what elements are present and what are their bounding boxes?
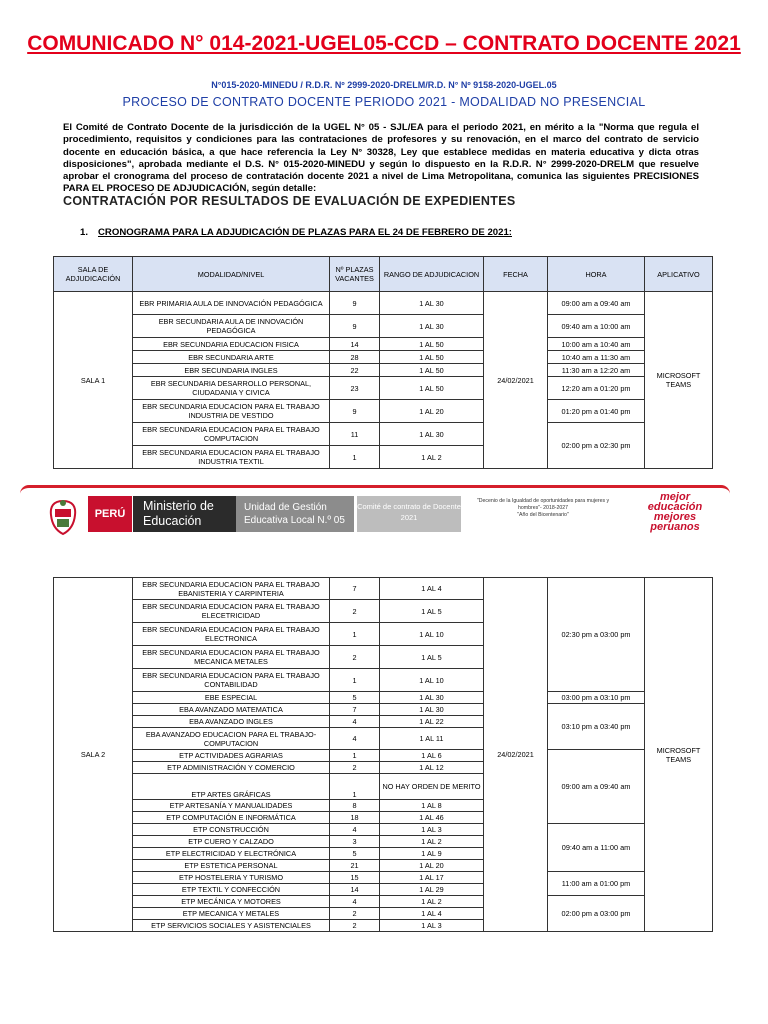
- table-row: [54, 824, 713, 836]
- rango-cell: 1 AL 4: [380, 908, 484, 920]
- modalidad-cell: EBR SECUNDARIA EDUCACION PARA EL TRABAJO INDUSTRIA TEXTIL: [133, 446, 330, 469]
- comite-label: Comité de contrato de Docente 2021: [357, 496, 461, 532]
- plazas-cell: 1: [330, 774, 380, 800]
- modalidad-cell: ETP ARTESANÍA Y MANUALIDADES: [133, 800, 330, 812]
- modalidad-cell: EBA AVANZADO EDUCACION PARA EL TRABAJO-COMPUTACION: [133, 728, 330, 750]
- header-fecha: FECHA: [484, 257, 548, 292]
- peru-coat-of-arms-icon: [45, 497, 81, 537]
- hora-cell: 10:00 am a 10:40 am: [548, 338, 645, 351]
- rango-cell: 1 AL 3: [380, 920, 484, 932]
- header-hora: HORA: [548, 257, 645, 292]
- plazas-cell: 15: [330, 872, 380, 884]
- modalidad-cell: ETP CONSTRUCCIÓN: [133, 824, 330, 836]
- table-row: [54, 338, 713, 351]
- rango-cell: 1 AL 50: [380, 351, 484, 364]
- plazas-cell: 8: [330, 800, 380, 812]
- rango-cell: 1 AL 30: [380, 315, 484, 338]
- modalidad-cell: ETP ACTIVIDADES AGRARIAS: [133, 750, 330, 762]
- hora-cell: 09:00 am a 09:40 am: [548, 292, 645, 315]
- plazas-cell: 5: [330, 848, 380, 860]
- plazas-cell: 2: [330, 920, 380, 932]
- modalidad-cell: EBR SECUNDARIA AULA DE INNOVACIÓN PEDAGÓGICA: [133, 315, 330, 338]
- rango-cell: 1 AL 10: [380, 623, 484, 646]
- hora-cell: 09:40 am a 10:00 am: [548, 315, 645, 338]
- modalidad-cell: EBR PRIMARIA AULA DE INNOVACIÓN PEDAGÓGICA: [133, 292, 330, 315]
- table-header-row: [54, 257, 713, 292]
- hora-cell: 02:00 pm a 02:30 pm: [548, 423, 645, 469]
- plazas-cell: 4: [330, 716, 380, 728]
- modalidad-cell: ETP ARTES GRÁFICAS: [133, 774, 330, 800]
- plazas-cell: 5: [330, 692, 380, 704]
- plazas-cell: 4: [330, 896, 380, 908]
- rango-cell: 1 AL 5: [380, 600, 484, 623]
- list-item-cronograma: [80, 227, 512, 238]
- rango-cell: 1 AL 9: [380, 848, 484, 860]
- plazas-cell: 9: [330, 400, 380, 423]
- modalidad-cell: EBR SECUNDARIA EDUCACION PARA EL TRABAJO COMPUTACION: [133, 423, 330, 446]
- peru-label: PERÚ: [88, 496, 132, 532]
- header-sala: SALA DE ADJUDICACIÓN: [54, 257, 133, 292]
- sala-cell: SALA 2: [54, 578, 133, 932]
- modalidad-cell: EBR SECUNDARIA ARTE: [133, 351, 330, 364]
- rango-cell: 1 AL 50: [380, 377, 484, 400]
- plazas-cell: 23: [330, 377, 380, 400]
- modalidad-cell: ETP HOSTELERIA Y TURISMO: [133, 872, 330, 884]
- plazas-cell: 14: [330, 338, 380, 351]
- plazas-cell: 1: [330, 669, 380, 692]
- modalidad-cell: EBR SECUNDARIA EDUCACION PARA EL TRABAJO EBANISTERIA Y CARPINTERIA: [133, 578, 330, 600]
- rango-cell: 1 AL 20: [380, 860, 484, 872]
- plazas-cell: 1: [330, 623, 380, 646]
- plazas-cell: 11: [330, 423, 380, 446]
- schedule-table-sala-2: [53, 577, 713, 932]
- anio-line: "Año del Bicentenario": [517, 512, 569, 518]
- rango-cell: 1 AL 11: [380, 728, 484, 750]
- table-row: [54, 315, 713, 338]
- table-row: [54, 423, 713, 446]
- ministerio-label: Ministerio de Educación: [133, 496, 236, 532]
- plazas-cell: 7: [330, 578, 380, 600]
- modalidad-cell: EBR SECUNDARIA DESARROLLO PERSONAL, CIUDADANIA Y CIVICA: [133, 377, 330, 400]
- aplicativo-cell: MICROSOFT TEAMS: [645, 578, 713, 932]
- rango-cell: 1 AL 6: [380, 750, 484, 762]
- schedule-table-sala-1: [53, 256, 713, 469]
- modalidad-cell: ETP ADMINISTRACIÓN Y COMERCIO: [133, 762, 330, 774]
- rango-cell: 1 AL 30: [380, 704, 484, 716]
- table-row: [54, 351, 713, 364]
- rango-cell: 1 AL 30: [380, 292, 484, 315]
- modalidad-cell: EBR SECUNDARIA EDUCACION PARA EL TRABAJO MECANICA METALES: [133, 646, 330, 669]
- modalidad-cell: EBR SECUNDARIA EDUCACION PARA EL TRABAJO ELECETRICIDAD: [133, 600, 330, 623]
- plazas-cell: 22: [330, 364, 380, 377]
- header-plazas: Nº PLAZAS VACANTES: [330, 257, 380, 292]
- modalidad-cell: EBA AVANZADO INGLES: [133, 716, 330, 728]
- modalidad-cell: ETP ELECTRICIDAD Y ELECTRÓNICA: [133, 848, 330, 860]
- decenio-text: [468, 498, 618, 519]
- modalidad-cell: ETP MECÁNICA Y MOTORES: [133, 896, 330, 908]
- header-aplicativo: APLICATIVO: [645, 257, 713, 292]
- plazas-cell: 1: [330, 750, 380, 762]
- modalidad-cell: ETP SERVICIOS SOCIALES Y ASISTENCIALES: [133, 920, 330, 932]
- modalidad-cell: EBA AVANZADO MATEMATICA: [133, 704, 330, 716]
- plazas-cell: 1: [330, 446, 380, 469]
- document-references: N°015-2020-MINEDU / R.D.R. Nº 2999-2020-DRELM/R.D. N° Nº 9158-2020-UGEL.05: [211, 80, 557, 90]
- rango-cell: 1 AL 17: [380, 872, 484, 884]
- rango-cell: 1 AL 3: [380, 824, 484, 836]
- table-row: [54, 872, 713, 884]
- rango-cell: 1 AL 50: [380, 364, 484, 377]
- rango-cell: 1 AL 30: [380, 423, 484, 446]
- plazas-cell: 7: [330, 704, 380, 716]
- plazas-cell: 9: [330, 315, 380, 338]
- plazas-cell: 2: [330, 908, 380, 920]
- fecha-cell: 24/02/2021: [484, 292, 548, 469]
- table-row: [54, 364, 713, 377]
- table-row: [54, 400, 713, 423]
- list-number: 1.: [80, 227, 89, 238]
- modalidad-cell: ETP MECANICA Y METALES: [133, 908, 330, 920]
- hora-cell: 03:10 pm a 03:40 pm: [548, 704, 645, 750]
- rango-cell: 1 AL 2: [380, 896, 484, 908]
- plazas-cell: 14: [330, 884, 380, 896]
- table-row: [54, 292, 713, 315]
- plazas-cell: 2: [330, 646, 380, 669]
- modalidad-cell: EBR SECUNDARIA EDUCACION FISICA: [133, 338, 330, 351]
- rango-cell: 1 AL 20: [380, 400, 484, 423]
- rango-cell: 1 AL 2: [380, 836, 484, 848]
- plazas-cell: 4: [330, 824, 380, 836]
- table-row: [54, 377, 713, 400]
- rango-cell: 1 AL 30: [380, 692, 484, 704]
- rango-cell: 1 AL 12: [380, 762, 484, 774]
- hora-cell: 02:30 pm a 03:00 pm: [548, 578, 645, 692]
- table-row: [54, 578, 713, 600]
- ugel-label: Unidad de Gestión Educativa Local N.º 05: [236, 496, 354, 532]
- aplicativo-cell: MICROSOFT TEAMS: [645, 292, 713, 469]
- modalidad-cell: ETP COMPUTACIÓN E INFORMÁTICA: [133, 812, 330, 824]
- hora-cell: 02:00 pm a 03:00 pm: [548, 896, 645, 932]
- rango-cell: 1 AL 46: [380, 812, 484, 824]
- fecha-cell: 24/02/2021: [484, 578, 548, 932]
- table-row: [54, 692, 713, 704]
- table-row: [54, 896, 713, 908]
- modalidad-cell: EBR SECUNDARIA EDUCACION PARA EL TRABAJO ELECTRONICA: [133, 623, 330, 646]
- rango-cell: 1 AL 22: [380, 716, 484, 728]
- plazas-cell: 2: [330, 600, 380, 623]
- document-title: COMUNICADO N° 014-2021-UGEL05-CCD – CONTRATO DOCENTE 2021: [27, 32, 741, 55]
- list-item-text: CRONOGRAMA PARA LA ADJUDICACIÓN DE PLAZAS PARA EL 24 DE FEBRERO DE 2021:: [98, 227, 512, 238]
- hora-cell: 11:00 am a 01:00 pm: [548, 872, 645, 896]
- section-heading: CONTRATACIÓN POR RESULTADOS DE EVALUACIÓN DE EXPEDIENTES: [63, 194, 516, 208]
- modalidad-cell: EBR SECUNDARIA EDUCACION PARA EL TRABAJO CONTABILIDAD: [133, 669, 330, 692]
- sala-cell: SALA 1: [54, 292, 133, 469]
- modalidad-cell: ETP TEXTIL Y CONFECCIÓN: [133, 884, 330, 896]
- plazas-cell: 18: [330, 812, 380, 824]
- slogan-logo: mejor educación mejores peruanos: [647, 491, 703, 533]
- rango-cell: 1 AL 5: [380, 646, 484, 669]
- plazas-cell: 4: [330, 728, 380, 750]
- modalidad-cell: ETP ESTETICA PERSONAL: [133, 860, 330, 872]
- plazas-cell: 21: [330, 860, 380, 872]
- rango-cell: 1 AL 2: [380, 446, 484, 469]
- rango-cell: NO HAY ORDEN DE MERITO: [380, 774, 484, 800]
- document-subtitle: PROCESO DE CONTRATO DOCENTE PERIODO 2021 - MODALIDAD NO PRESENCIAL: [122, 95, 646, 109]
- table-row: [54, 704, 713, 716]
- intro-paragraph: El Comité de Contrato Docente de la jurisdicción de la UGEL N° 05 - SJL/EA para el periodo 2021, en mérito a la "Norma que regula el procedimiento, requisitos y condiciones para las contrataciones de profesores y su renovación, en el marco del contrato de servicio docente en educación básica, a que hace referencia la Ley N° 30328, Ley que establece medidas en materia educativa y dicta otras disposiciones", aprobada mediante el D.S. N° 015-2020-MINEDU y según lo dispuesto en la R.D.R. N° 2999-2020-DRELM que resuelve aprobar el cronograma del proceso de contratación docente 2021 a nivel de Lima Metropolitana, comunica las siguientes PRECISIONES PARA EL PROCESO DE ADJUDICACIÓN, según detalle:: [63, 122, 699, 195]
- modalidad-cell: ETP CUERO Y CALZADO: [133, 836, 330, 848]
- rango-cell: 1 AL 50: [380, 338, 484, 351]
- decenio-line: "Decenio de la Igualdad de oportunidades para mujeres y hombres"- 2018-2027: [476, 498, 610, 511]
- hora-cell: 10:40 am a 11:30 am: [548, 351, 645, 364]
- hora-cell: 03:00 pm a 03:10 pm: [548, 692, 645, 704]
- plazas-cell: 28: [330, 351, 380, 364]
- rango-cell: 1 AL 4: [380, 578, 484, 600]
- hora-cell: 09:40 am a 11:00 am: [548, 824, 645, 872]
- plazas-cell: 2: [330, 762, 380, 774]
- banner-red-line: [20, 485, 730, 494]
- hora-cell: 01:20 pm a 01:40 pm: [548, 400, 645, 423]
- modalidad-cell: EBR SECUNDARIA INGLES: [133, 364, 330, 377]
- modalidad-cell: EBE ESPECIAL: [133, 692, 330, 704]
- rango-cell: 1 AL 8: [380, 800, 484, 812]
- hora-cell: 11:30 am a 12:20 am: [548, 364, 645, 377]
- hora-cell: 09:00 am a 09:40 am: [548, 750, 645, 824]
- rango-cell: 1 AL 10: [380, 669, 484, 692]
- header-rango: RANGO DE ADJUDICACION: [380, 257, 484, 292]
- header-modalidad: MODALIDAD/NIVEL: [133, 257, 330, 292]
- modalidad-cell: EBR SECUNDARIA EDUCACION PARA EL TRABAJO INDUSTRIA DE VESTIDO: [133, 400, 330, 423]
- rango-cell: 1 AL 29: [380, 884, 484, 896]
- plazas-cell: 9: [330, 292, 380, 315]
- table-row: [54, 750, 713, 762]
- plazas-cell: 3: [330, 836, 380, 848]
- hora-cell: 12:20 am a 01:20 pm: [548, 377, 645, 400]
